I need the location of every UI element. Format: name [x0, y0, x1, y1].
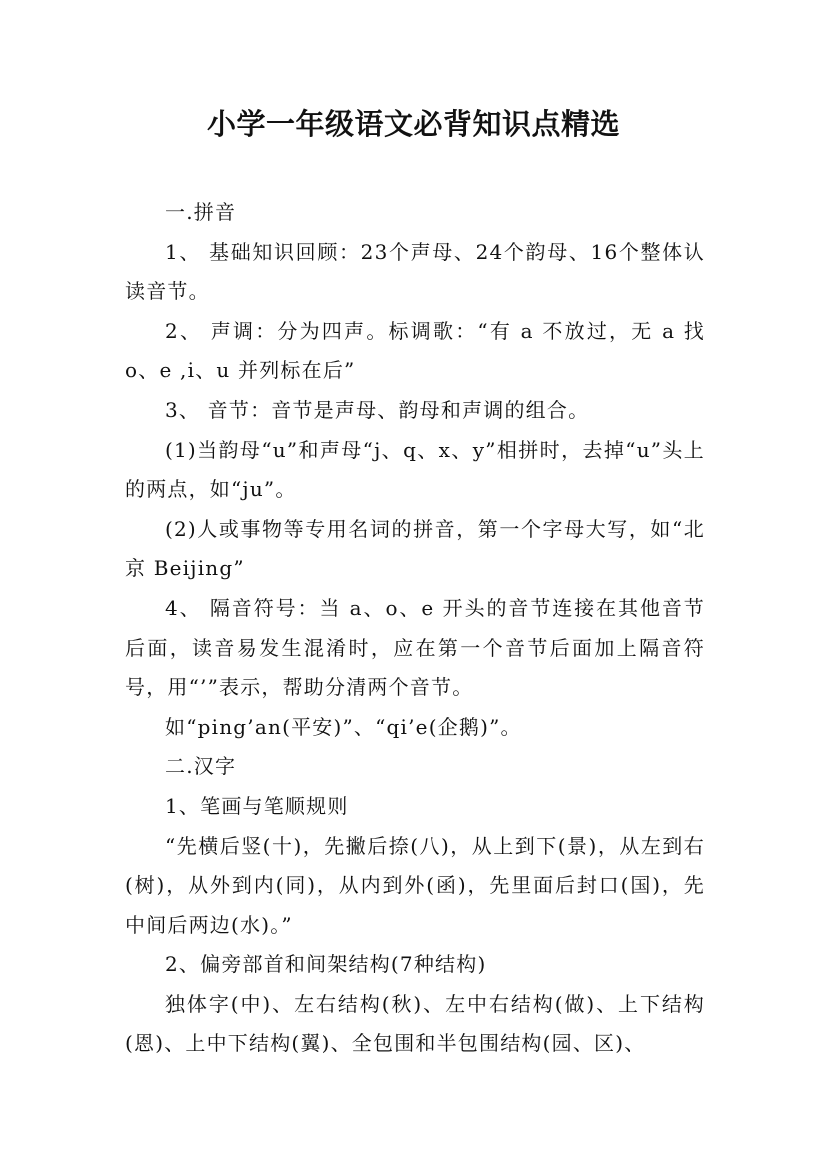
paragraph-separator-mark: 4、 隔音符号：当 a、o、e 开头的音节连接在其他音节后面，读音易发生混淆时，应在第一个音节后面加上隔音符号，用“’”表示，帮助分清两个音节。: [125, 595, 705, 700]
paragraph-tones: 2、 声调：分为四声。标调歌：“有 a 不放过，无 a 找 o、e ,i、u 并列标在后”: [125, 318, 705, 383]
document-body: [125, 193, 705, 1064]
paragraph-rule-proper-nouns: (2)人或事物等专用名词的拼音，第一个字母大写，如“北京 Beijing”: [125, 516, 705, 581]
paragraph-examples: 如“ping’an(平安)”、“qi’e(企鹅)”。: [165, 714, 522, 739]
section-heading-hanzi: 二.汉字: [165, 754, 237, 779]
paragraph-stroke-order-rules: “先横后竖(十)，先撇后捺(八)，从上到下(景)，从左到右(树)，从外到内(同)，从内到外(函)，先里面后封口(国)，先中间后两边(水)。”: [125, 833, 705, 937]
document-title: 小学一年级语文必背知识点精选: [206, 107, 620, 141]
section-heading-pinyin: 一.拼音: [165, 200, 237, 224]
paragraph-syllables: 3、 音节：音节是声母、韵母和声调的组合。: [165, 397, 590, 422]
paragraph-basics: 1、 基础知识回顾：23个声母、24个韵母、16个整体认读音节。: [125, 239, 705, 304]
paragraph-rule-u: (1)当韵母“u”和声母“j、q、x、y”相拼时，去掉“u”头上的两点，如“ju”。: [125, 437, 705, 502]
paragraph-structures: 独体字(中)、左右结构(秋)、左中右结构(做)、上下结构(恩)、上中下结构(翼)、全包围和半包围结构(园、区)、: [125, 991, 705, 1056]
paragraph-stroke-order-heading: 1、笔画与笔顺规则: [165, 793, 349, 818]
paragraph-radicals-heading: 2、偏旁部首和间架结构(7种结构): [165, 952, 487, 977]
